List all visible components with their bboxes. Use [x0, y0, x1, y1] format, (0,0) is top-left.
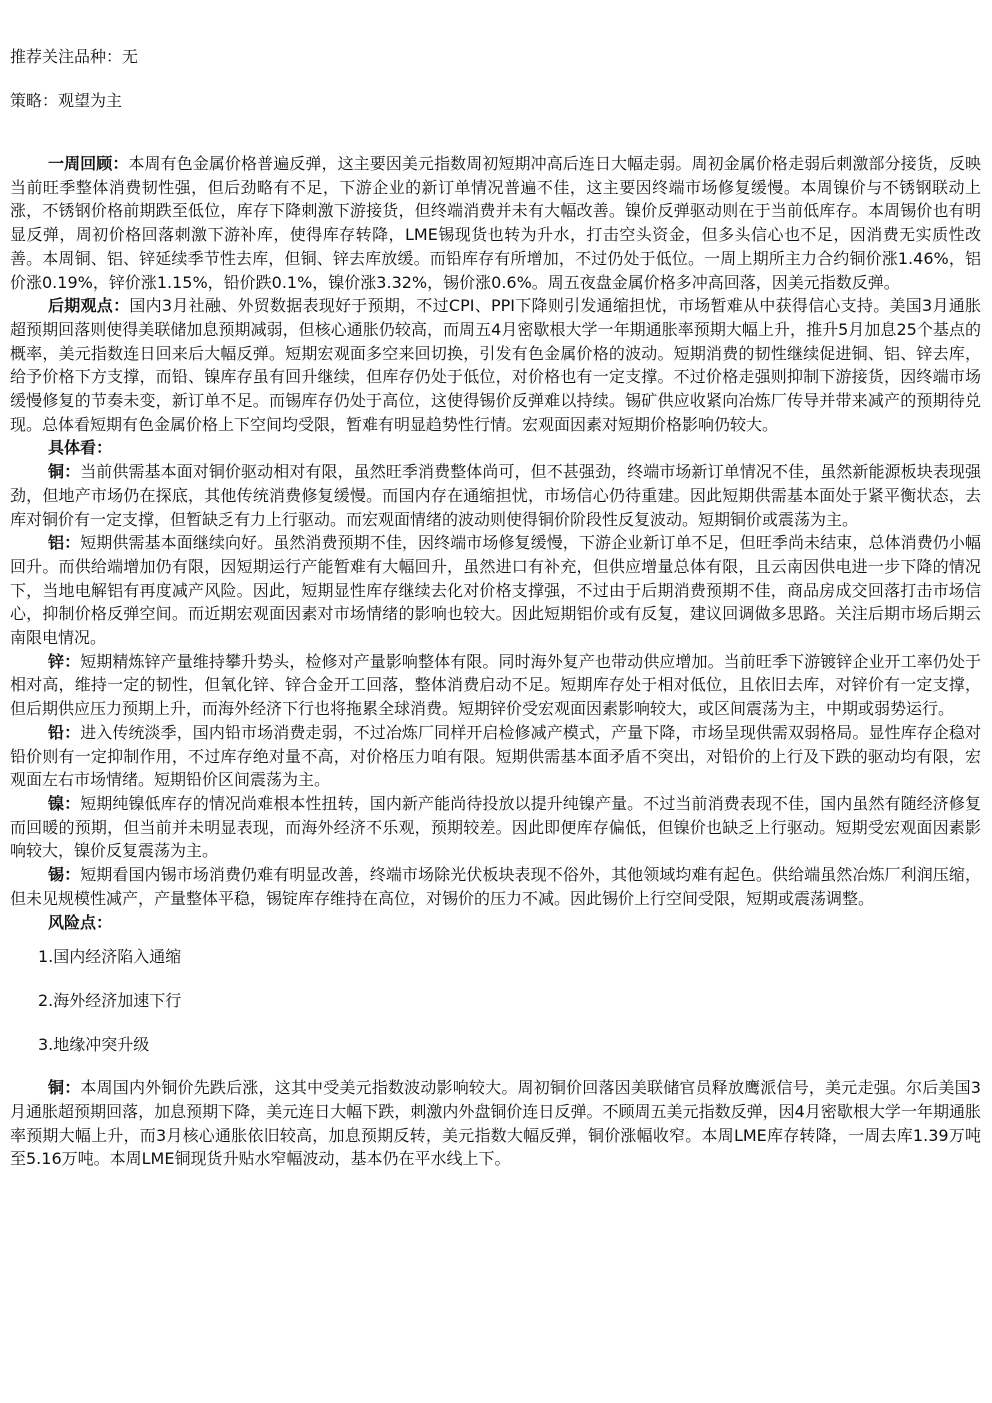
specific-heading: 具体看： — [48, 438, 113, 458]
risk-list — [10, 944, 981, 1058]
copper-detail-text: 本周国内外铜价先跌后涨，这其中受美元指数波动影响较大。周初铜价回落因美联储官员释放鹰派信号，美元走强。尔后美国3月通胀超预期回落，加息预期下降，美元连日大幅下跌，刺激内外盘铜价连日反弹。不顾周五美元指数反弹，因4月密歇根大学一年期通胀率预期大幅上升，而3月核心通胀依旧较高，加息预期反转，美元指数大幅反弹，铜价涨幅收窄。本周LME库存转降，一周去库1.39万吨至5.16万吨。本周LME铜现货升贴水窄幅波动，基本仍在平水线上下。 — [10, 1078, 981, 1169]
weekly-review-label: 一周回顾： — [48, 154, 129, 173]
metal-label: 锡： — [48, 865, 81, 885]
risk-item: 3.地缘冲突升级 — [38, 1035, 150, 1055]
metal-paragraph-nickel — [10, 792, 981, 863]
metal-text: 短期供需基本面继续向好。虽然消费预期不佳，因终端市场修复缓慢，下游企业新订单不足，但旺季尚未结束，总体消费仍小幅回升。而供给端增加仍有限，因短期运行产能暂难有大幅回升，虽然进口有补充，但供应增量总体有限，且云南因供电进一步下降的情况下，当地电解铝有再度减产风险。因此，短期显性库存继续去化对价格支撑强，不过由于后期消费预期不佳，商品房成交回落打击市场信心，抑制价格反弹空间。而近期宏观面因素对市场情绪的影响也较大。因此短期铝价或有反复，建议回调做多思路。关注后期市场后期云南限电情况。 — [10, 533, 981, 648]
metal-label: 铜： — [48, 462, 81, 482]
metal-text: 当前供需基本面对铜价驱动相对有限，虽然旺季消费整体尚可，但不甚强劲，终端市场新订单情况不佳，虽然新能源板块表现强劲，但地产市场仍在探底，其他传统消费修复缓慢。而国内存在通缩担忧，市场信心仍待重建。因此短期供需基本面处于紧平衡状态，去库对铜价有一定支撑，但暂缺乏有力上行驱动。而宏观面情绪的波动则使得铜价阶段性反复波动。短期铜价或震荡为主。 — [10, 462, 981, 529]
metal-text: 进入传统淡季，国内铅市场消费走弱，不过冶炼厂同样开启检修减产模式，产量下降，市场呈现供需双弱格局。显性库存企稳对铅价则有一定抑制作用，不过库存绝对量不高，对价格压力咱有限。短期供需基本面矛盾不突出，对铅价的上行及下跌的驱动均有限，宏观面左右市场情绪。短期铅价区间震荡为主。 — [10, 722, 981, 790]
risk-heading: 风险点： — [48, 912, 113, 932]
metal-label: 铅： — [48, 722, 81, 742]
metal-paragraph-lead — [10, 721, 981, 792]
metal-text: 短期看国内锡市场消费仍难有明显改善，终端市场除光伏板块表现不俗外，其他领域均难有起色。供给端虽然冶炼厂利润压缩，但未见规模性减产，产量整体平稳，锡锭库存维持在高位，对锡价的压力不减。因此锡价上行空间受限，短期或震荡调整。 — [10, 865, 981, 908]
metal-paragraph-copper — [10, 460, 981, 531]
metal-label: 锌： — [48, 651, 81, 671]
metal-label: 铝： — [48, 533, 81, 553]
strategy-line: 策略：观望为主 — [10, 91, 123, 110]
metal-text: 短期精炼锌产量维持攀升势头，检修对产量影响整体有限。同时海外复产也带动供应增加。当前旺季下游镀锌企业开工率仍处于相对高，维持一定的韧性，但氧化锌、锌合金开工回落，整体消费启动不足。短期库存处于相对低位，且依旧去库，对锌价有一定支撑，但后期供应压力预期上升，而海外经济下行也将拖累全球消费。短期锌价受宏观面因素影响较大，或区间震荡为主，中期或弱势运行。 — [10, 651, 981, 719]
outlook-label: 后期观点： — [48, 296, 130, 316]
metal-paragraph-zinc — [10, 650, 981, 721]
recommend-line: 推荐关注品种：无 — [10, 47, 139, 66]
weekly-review-text: 本周有色金属价格普遍反弹，这主要因美元指数周初短期冲高后连日大幅走弱。周初金属价格走弱后刺激部分接货，反映当前旺季整体消费韧性强，但后劲略有不足，下游企业的新订单情况普遍不佳，这主要因终端市场修复缓慢。本周镍价与不锈钢联动上涨，不锈钢价格前期跌至低位，库存下降刺激下游接货，但终端消费并未有大幅改善。镍价反弹驱动则在于当前低库存。本周锡价也有明显反弹，周初价格回落刺激下游补库，使得库存转降，LME锡现货也转为升水，打击空头资金，但多头信心也不足，因消费无实质性改善。本周铜、铝、锌延续季节性去库，但铜、锌去库放缓。而铅库存有所增加，不过仍处于低位。一周上期所主力合约铜价涨1.46%，铝价涨0.19%，锌价涨1.15%，铅价跌0.1%，镍价涨3.32%，锡价涨0.6%。周五夜盘金属价格多冲高回落，因美元指数反弹。 — [10, 154, 981, 292]
metal-text: 短期纯镍低库存的情况尚难根本性扭转，国内新产能尚待投放以提升纯镍产量。不过当前消费表现不佳，国内虽然有随经济修复而回暖的预期，但当前并未明显表现，而海外经济不乐观，预期较差。因此即便库存偏低，但镍价也缺乏上行驱动。短期受宏观面因素影响较大，镍价反复震荡为主。 — [10, 793, 981, 861]
metal-paragraph-tin — [10, 863, 981, 910]
copper-detail-label: 铜： — [48, 1078, 81, 1098]
weekly-review-paragraph — [10, 152, 981, 294]
outlook-text: 国内3月社融、外贸数据表现好于预期，不过CPI、PPI下降则引发通缩担忧，市场暂难从中获得信心支持。美国3月通胀超预期回落则使得美联储加息预期减弱，但核心通胀仍较高，而周五4月密歇根大学一年期通胀率预期大幅上升，推升5月加息25个基点的概率，美元指数连日回来后大幅反弹。短期宏观面多空来回切换，引发有色金属价格的波动。短期消费的韧性继续促进铜、铝、锌去库，给予价格下方支撑，而铅、镍库存虽有回升继续，但库存仍处于低位，对价格也有一定支撑。不过价格走强则抑制下游接货，因终端市场缓慢修复的节奏未变，新订单不足。而锡库存仍处于高位，这使得锡价反弹难以持续。锡矿供应收紧向冶炼厂传导并带来减产的预期待兑现。总体看短期有色金属价格上下空间均受限，暂难有明显趋势性行情。宏观面因素对短期价格影响仍较大。 — [10, 296, 981, 434]
outlook-paragraph — [10, 294, 981, 436]
copper-detail-paragraph — [10, 1076, 981, 1171]
metal-label: 镍： — [48, 793, 81, 813]
risk-item: 1.国内经济陷入通缩 — [38, 947, 182, 967]
metal-paragraph-aluminum — [10, 531, 981, 650]
risk-item: 2.海外经济加速下行 — [38, 991, 182, 1011]
